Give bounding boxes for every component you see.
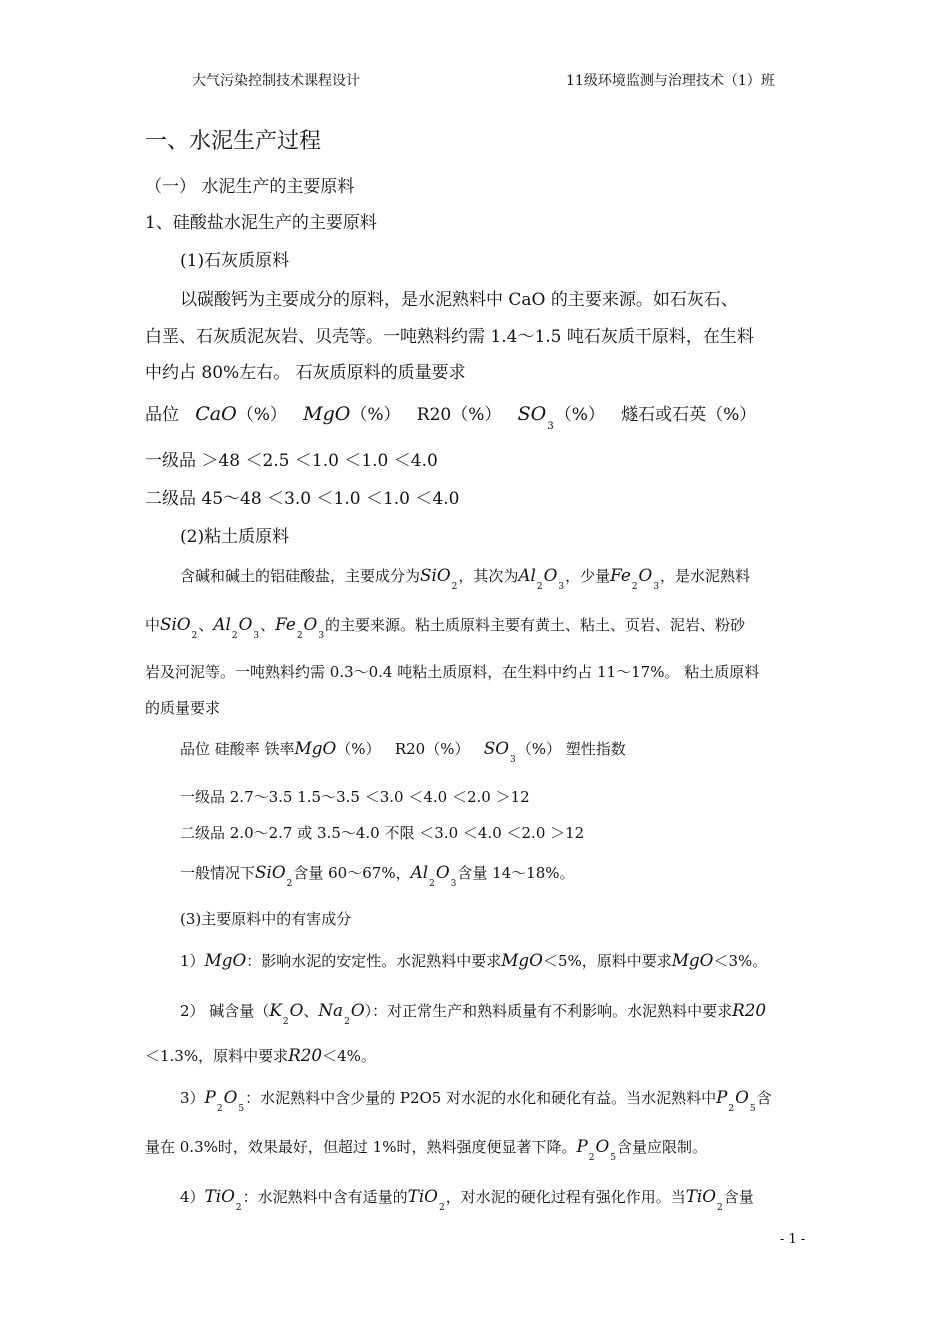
limestone-table-row: 二级品 45～48 ＜3.0 ＜1.0 ＜1.0 ＜4.0 <box>145 489 460 509</box>
clay-table-row: 二级品 2.0～2.7 或 3.5～4.0 不限 ＜3.0 ＜4.0 ＜2.0 ＞12 <box>180 824 585 842</box>
harmful-item-2: 2） 碱含量（$K_2O$、$Na_2O$）：对正常生产和熟料质量有不利影响。水泥熟料中要求R20 <box>180 1000 767 1028</box>
clay-table-row: 一级品 2.7～3.5 1.5～3.5 ＜3.0 ＜4.0 ＜2.0 ＞12 <box>180 788 530 806</box>
clay-para-line: 含碱和碱土的铝硅酸盐，主要成分为SiO$_2$，其次为$Al_2O_3$，少量$Fe_2O_3$，是水泥熟料 <box>180 565 751 593</box>
limestone-table-header: 品位 CaO（%） MgO（%） R20（%） $SO_3(\%)$ 燧石或石英（%） <box>145 403 757 433</box>
limestone-para-line: 白垩、石灰质泥灰岩、贝壳等。一吨熟料约需 1.4～1.5 吨石灰质干原料，在生料 <box>145 327 754 347</box>
clay-table-header: 品位 硅酸率 铁率MgO（%） R20（%） $SO_3(\%)$ 塑性指数 <box>180 738 626 766</box>
harmful-heading: (3)主要原料中的有害成分 <box>180 910 352 928</box>
clay-para-line: 岩及河泥等。一吨熟料约需 0.3～0.4 吨粘土质原料，在生料中约占 11～17%。 粘土质原料 <box>145 663 760 681</box>
harmful-item-3-cont: 量在 0.3%时，效果最好，但超过 1%时，熟料强度便显著下降。$P_2O_5$含量应限制。 <box>145 1136 707 1164</box>
section-heading: （一） 水泥生产的主要原料 <box>145 177 355 197</box>
clay-heading: (2)粘土质原料 <box>180 527 290 547</box>
harmful-item-4: 4）TiO$_2$：水泥熟料中含有适量的TiO$_2$，对水泥的硬化过程有强化作用。当TiO$_2$含量 <box>180 1186 754 1214</box>
harmful-item-3: $3)P_2O_5$：水泥熟料中含少量的 P2O5 对水泥的水化和硬化有益。当水泥熟料中$P_2O_5$含 <box>180 1087 772 1115</box>
clay-para-line: 中SiO$_2$、$Al_2O_3$、$Fe_2O_3$的主要来源。粘土质原料主要有黄土、粘土、页岩、泥岩、粉砂 <box>145 614 746 642</box>
clay-para-line: 的质量要求 <box>145 699 221 717</box>
subsection-heading: 1、硅酸盐水泥生产的主要原料 <box>145 213 377 233</box>
harmful-item-2-cont: ＜1.3%，原料中要求R20＜4%。 <box>145 1045 376 1065</box>
limestone-table-row: 一级品 ＞48 ＜2.5 ＜1.0 ＜1.0 ＜4.0 <box>145 451 438 471</box>
clay-general-line: 一般情况下SiO$_2$含量 60～67%，$Al_2O_3$含量 14～18%。 <box>180 862 575 890</box>
page-title: 一、水泥生产过程 <box>145 129 322 154</box>
limestone-para-line: 以碳酸钙为主要成分的原料，是水泥熟料中 CaO 的主要来源。如石灰石、 <box>180 290 738 310</box>
limestone-heading: (1)石灰质原料 <box>180 251 290 271</box>
page-number: - 1 - <box>780 1232 806 1247</box>
header-right: 11级环境监测与治理技术（1）班 <box>566 73 775 89</box>
harmful-item-1: 1）MgO：影响水泥的安定性。水泥熟料中要求MgO＜5%，原料中要求MgO＜3%。 <box>180 950 768 970</box>
header-left: 大气污染控制技术课程设计 <box>192 73 360 89</box>
limestone-para-line: 中约占 80%左右。 石灰质原料的质量要求 <box>145 363 466 383</box>
